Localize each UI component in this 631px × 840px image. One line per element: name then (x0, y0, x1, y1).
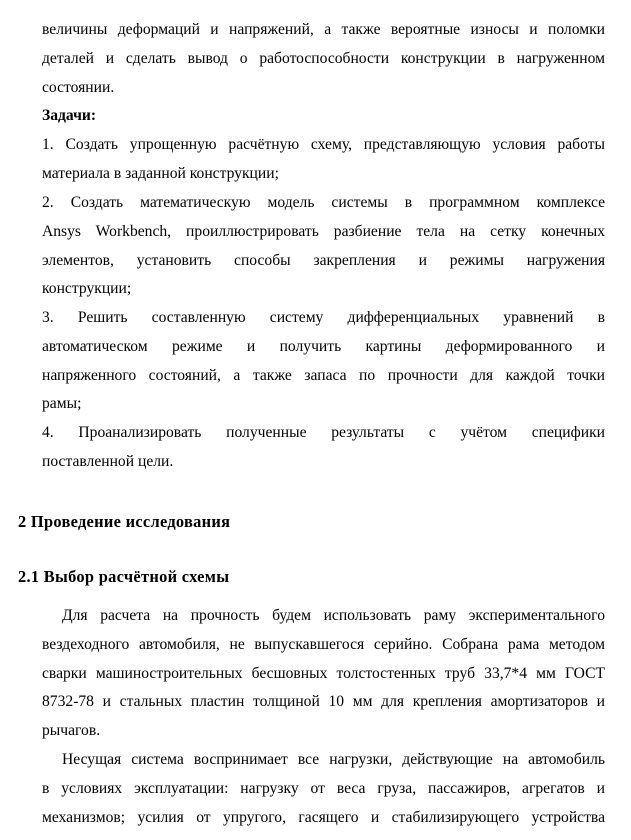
task-item-1 (42, 131, 605, 189)
text-line: вездеходного автомобиля, не выпускавшегося серийно. Собрана рама методом (42, 635, 605, 653)
intro-paragraph (42, 16, 605, 102)
text-line: 8732-78 и стальных пластин толщиной 10 мм для крепления амортизаторов и (42, 693, 605, 711)
section-heading-2-1: 2.1 Выбор расчётной схемы (18, 567, 230, 586)
text-line: 2. Создать математическую модель системы в программном комплексе (42, 194, 605, 211)
text-line: механизмов; усилия от упругого, гасящего и стабилизирующего устройства (42, 808, 605, 826)
text-line: рамы; (42, 395, 82, 413)
text-line: поставленной цели. (42, 452, 174, 470)
text-line: Для расчета на прочность будем использовать раму экспериментального (62, 607, 605, 624)
body-paragraph-2 (42, 746, 605, 832)
section-heading-2: 2 Проведение исследования (18, 512, 231, 531)
text-line: Ansys Workbench, проиллюстрировать разбиение тела на сетку конечных (42, 222, 605, 240)
text-line: напряженного состояний, а также запаса по прочности для каждой точки (42, 366, 605, 384)
text-line: материала в заданной конструкции; (42, 164, 279, 182)
text-line: конструкции; (42, 280, 132, 298)
text-line: сварки машиностроительных бесшовных толстостенных труб 33,7*4 мм ГОСТ (42, 664, 605, 682)
text-line: рычагов. (42, 722, 101, 740)
text-line: автоматическом режиме и получить картины деформированного и (42, 337, 605, 355)
task-item-2 (42, 189, 605, 304)
tasks-label-text: Задачи: (42, 107, 97, 124)
text-line: в условиях эксплуатации: нагрузку от веса груза, пассажиров, агрегатов и (42, 779, 605, 797)
text-line: величины деформаций и напряжений, а также вероятные износы и поломки (42, 21, 605, 38)
text-line: 4. Проанализировать полученные результаты с учётом специфики (42, 424, 605, 441)
text-line: элементов, установить способы закрепления и режимы нагружения (42, 251, 605, 269)
text-line: 1. Создать упрощенную расчётную схему, представляющую условия работы (42, 136, 605, 153)
body-paragraph-1 (42, 602, 605, 746)
task-item-4 (42, 419, 605, 477)
text-line: Несущая система воспринимает все нагрузки, действующие на автомобиль (62, 751, 605, 768)
task-item-3 (42, 304, 605, 419)
text-line: деталей и сделать вывод о работоспособности конструкции в нагруженном (42, 49, 605, 67)
text-line: состоянии. (42, 78, 115, 96)
tasks-label (42, 102, 605, 131)
text-line: 3. Решить составленную систему дифференциальных уравнений в (42, 309, 605, 326)
